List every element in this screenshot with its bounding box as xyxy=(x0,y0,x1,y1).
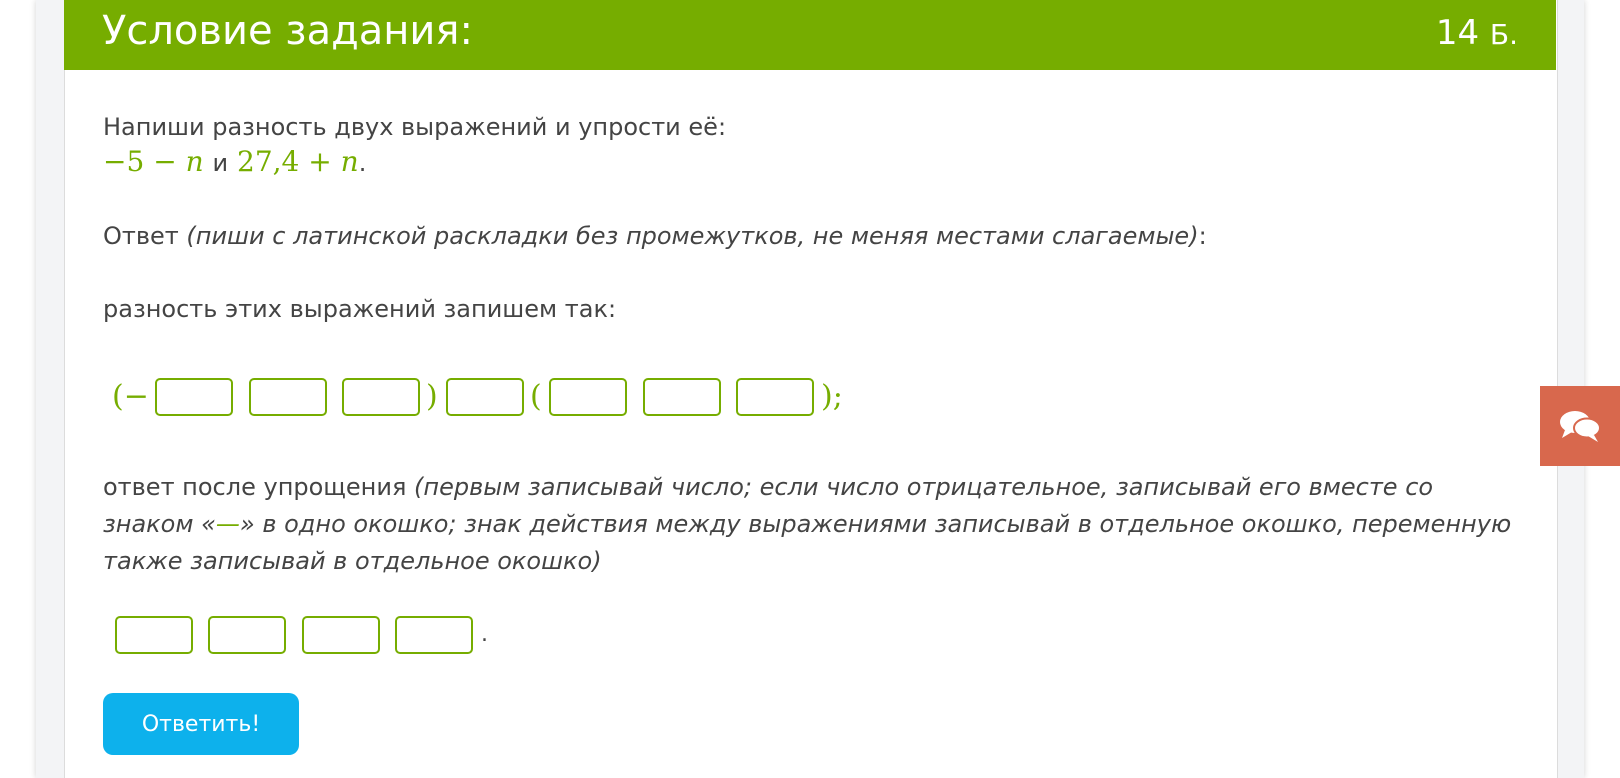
simplified-input-3[interactable] xyxy=(302,616,380,654)
difference-input-4[interactable] xyxy=(446,378,524,416)
expr2 xyxy=(237,145,359,178)
points-unit: Б. xyxy=(1489,18,1518,51)
difference-input-row xyxy=(112,377,872,417)
difference-input-3[interactable] xyxy=(342,378,420,416)
simplified-hint-2: » в одно окошко; знак действия между выражениями записывай в отдельное окошко, переменную также записывай в отдельное окошко) xyxy=(103,510,1512,575)
answer-colon: : xyxy=(1198,222,1207,250)
simplified-hint-1: (первым записывай число; если число отрицательное, записывай его вместе со знаком « xyxy=(103,473,1434,538)
difference-input-1[interactable] xyxy=(155,378,233,416)
expr1 xyxy=(103,145,204,178)
simplified-input-1[interactable] xyxy=(115,616,193,654)
open-paren: ( xyxy=(530,379,542,414)
difference-label: разность этих выражений запишем так: xyxy=(103,295,617,323)
minus-sign: — xyxy=(215,510,240,538)
expr-end: . xyxy=(358,149,367,177)
answer-instruction xyxy=(103,219,1207,253)
chat-bubbles-icon xyxy=(1558,408,1602,444)
close-paren-semicolon: ); xyxy=(821,379,843,414)
simplified-input-row xyxy=(115,615,515,655)
simplified-input-4[interactable] xyxy=(395,616,473,654)
task-header xyxy=(64,0,1556,70)
simplified-instruction xyxy=(103,469,1513,580)
difference-input-2[interactable] xyxy=(249,378,327,416)
conjunction: и xyxy=(212,149,229,177)
simplified-end: . xyxy=(481,622,488,647)
expr2-variable: n xyxy=(340,145,359,178)
task-title: Условие задания: xyxy=(102,8,473,54)
task-points xyxy=(1436,9,1518,59)
simplified-input-2[interactable] xyxy=(208,616,286,654)
submit-button[interactable]: Ответить! xyxy=(103,693,299,755)
answer-label: Ответ xyxy=(103,222,179,250)
difference-input-5[interactable] xyxy=(549,378,627,416)
difference-input-6[interactable] xyxy=(643,378,721,416)
close-paren: ) xyxy=(426,379,438,414)
task-instruction: Напиши разность двух выражений и упрости её: xyxy=(103,113,727,141)
points-value: 14 xyxy=(1435,13,1480,53)
task-expressions xyxy=(103,145,366,180)
expr2-operator: + xyxy=(308,145,332,178)
expr2-number: 27,4 xyxy=(237,145,300,178)
expr1-operator: − xyxy=(153,145,177,178)
open-paren-minus: (− xyxy=(112,379,149,414)
chat-button[interactable] xyxy=(1540,386,1620,466)
answer-hint: (пиши с латинской раскладки без промежутков, не меняя местами слагаемые) xyxy=(186,222,1199,250)
difference-input-7[interactable] xyxy=(736,378,814,416)
simplified-label: ответ после упрощения xyxy=(103,473,407,501)
expr1-variable: n xyxy=(185,145,204,178)
expr1-number: −5 xyxy=(103,145,145,178)
